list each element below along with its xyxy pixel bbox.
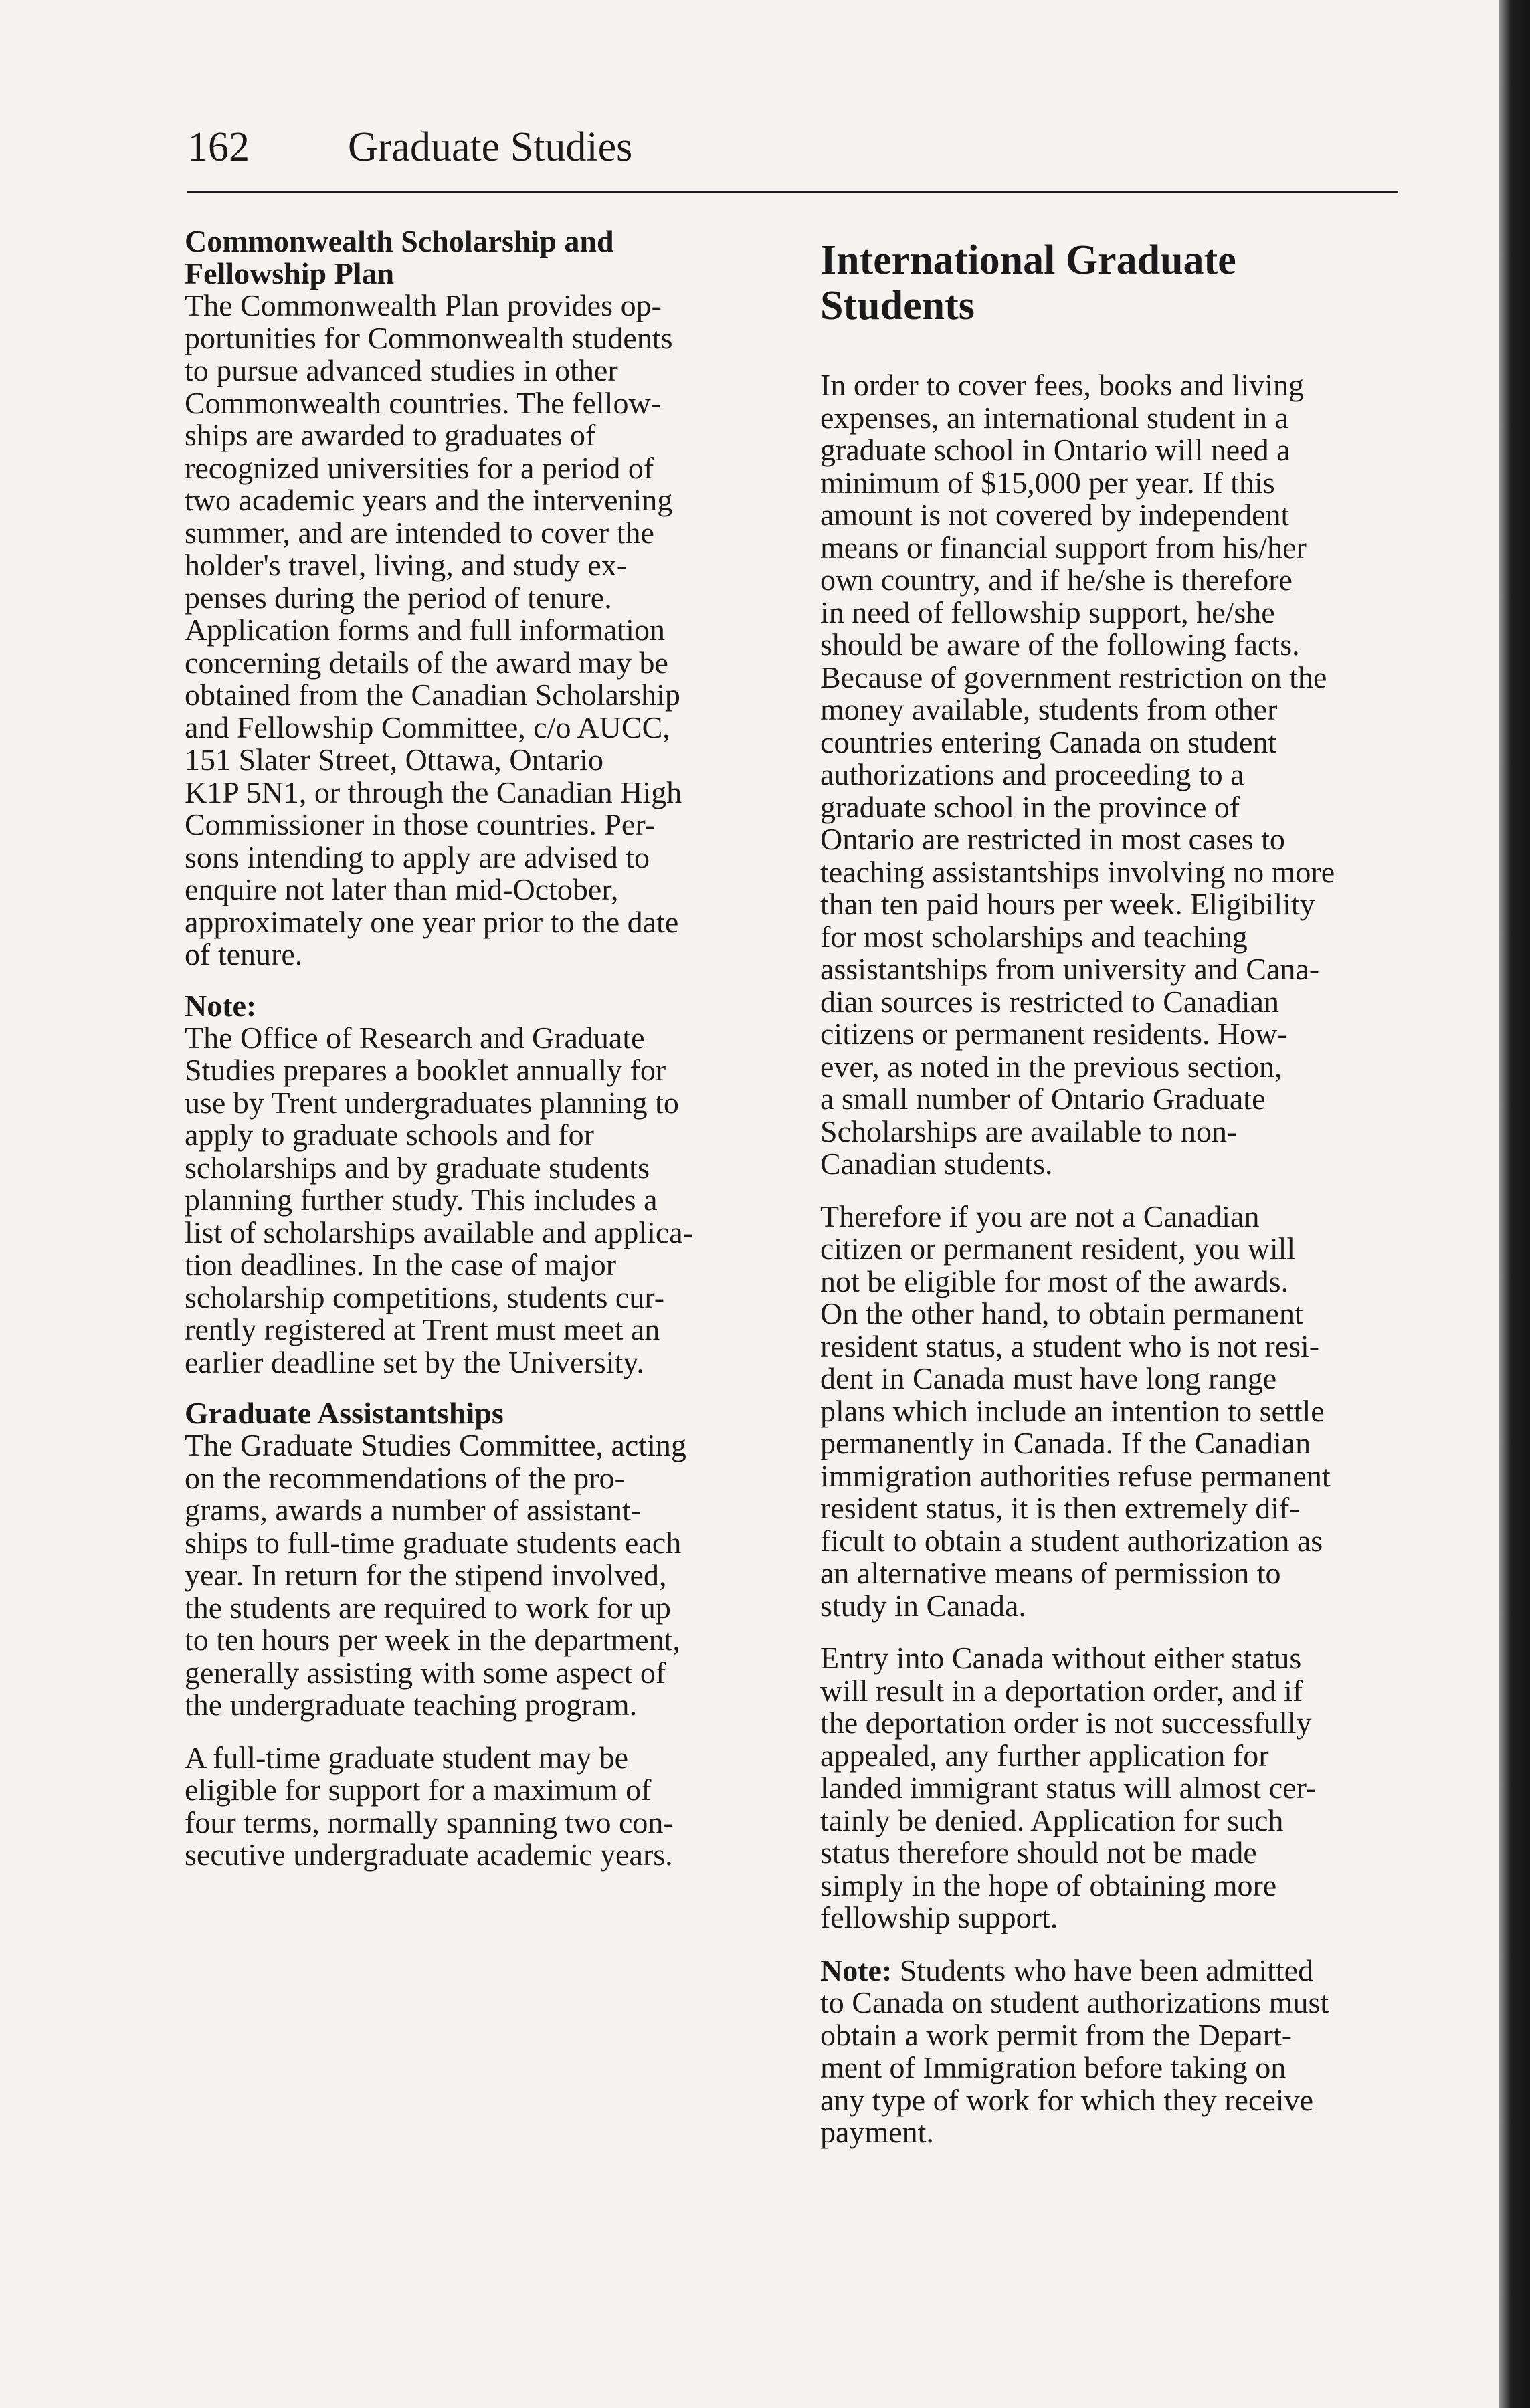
international-note-body: Students who have been admitted to Canada on student authorizations must obtain a work permit from the Depart- ment of Immigration before taking on any type of work for which they receive payment.: [820, 1952, 1329, 2149]
scan-edge-shadow: [1499, 0, 1530, 2408]
page-number: 162: [187, 124, 250, 170]
running-title: Graduate Studies: [348, 124, 633, 170]
international-paragraph-3: Entry into Canada without either status will result in a deportation order, and if the deportation order is not successfully appealed, any further application for landed immigrant status will almost cer- tainly be denied. Application for such status therefore should not be made simply in the hope of obtaining more fellowship support.: [820, 1641, 1317, 1934]
right-column: [820, 369, 1396, 2149]
note-body: The Office of Research and Graduate Studies prepares a booklet annually for use by Trent undergraduates planning to apply to graduate schools and for scholarships and by graduate students planning further study. This includes a list of scholarships available and applica- tion deadlines. In the case of major scholarship competitions, students cur- rently registered at Trent must meet an earlier deadline set by the University.: [185, 1020, 694, 1379]
assistantships-heading: Graduate Assistantships: [185, 1396, 504, 1430]
commonwealth-body: The Commonwealth Plan provides op- portunities for Commonwealth students to pursue advanced studies in other Commonwealth countries. The fellow- ships are awarded to graduates of recognized universities for a period of two academic years and the intervening summer, and are intended to cover the holder's travel, living, and study ex- penses during the period of tenure. Application forms and full information concerning details of the award may be obtained from the Canadian Scholarship and Fellowship Committee, c/o AUCC, 151 Slater Street, Ottawa, Ontario K1P 5N1, or through the Canadian High Commissioner in those countries. Per- sons intending to apply are advised to enquire not later than mid-October, approximately one year prior to the date of tenure.: [185, 288, 682, 971]
international-note-label: Note:: [820, 1952, 892, 1987]
note-heading: Note:: [185, 988, 257, 1023]
commonwealth-heading: Commonwealth Scholarship and Fellowship Plan: [185, 224, 614, 290]
international-paragraph-1: In order to cover fees, books and living expenses, an international student in a graduate school in Ontario will need a minimum of $15,000 per year. If this amount is not covered by independent means or financial support from his/her own country, and if he/she is therefore in need of fellowship support, he/she should be aware of the following facts. Because of government restriction on the money available, students from other countries entering Canada on student authorizations and proceeding to a graduate school in the province of Ontario are restricted in most cases to teaching assistantships involving no more than ten paid hours per week. Eligibility for most scholarships and teaching assistantships from university and Cana- dian sources is restricted to Canadian citizens or permanent residents. How- ever, as noted in the previous section, a small number of Ontario Graduate Scholarships are available to non- Canadian students.: [820, 368, 1335, 1181]
page-header: [187, 124, 1392, 191]
international-note: [820, 1954, 1396, 2149]
left-column: [185, 225, 760, 1872]
section-title: International Graduate Students: [820, 237, 1236, 328]
assistantships-body: The Graduate Studies Committee, acting on the recommendations of the pro- grams, awards a number of assistant- ships to full-time graduate students each year. In return for the stipend involved, the students are required to work for up to ten hours per week in the department, generally assisting with some aspect of the undergraduate teaching program.: [185, 1428, 686, 1722]
international-paragraph-2: Therefore if you are not a Canadian citizen or permanent resident, you will not be eligible for most of the awards. On the other hand, to obtain permanent resident status, a student who is not resi- dent in Canada must have long range plans which include an intention to settle permanently in Canada. If the Canadian immigration authorities refuse permanent resident status, it is then extremely dif- ficult to obtain a student authorization as an alternative means of permission to study in Canada.: [820, 1199, 1331, 1623]
header-rule: [187, 191, 1398, 193]
assistantships-body-2: A full-time graduate student may be eligible for support for a maximum of four terms, normally spanning two con- secutive undergraduate academic years.: [185, 1740, 674, 1872]
